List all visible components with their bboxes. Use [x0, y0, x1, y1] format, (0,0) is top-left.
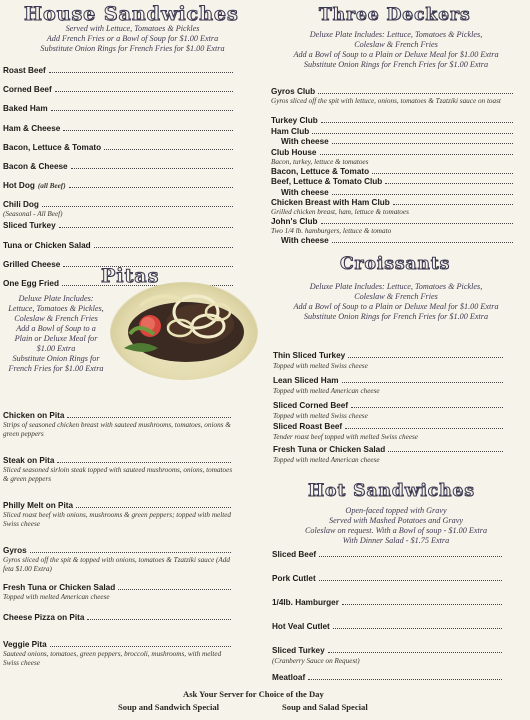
- menu-item-hot-veal-cutlet: Hot Veal Cutlet: [272, 622, 504, 646]
- menu-item-ham-club: Ham Club: [271, 127, 515, 138]
- menu-item-ham-cheese: Ham & Cheese: [3, 124, 235, 143]
- menu-item-one-egg-fried: One Egg Fried: [3, 279, 235, 298]
- menu-item-gyros-club-desc: Gyros sliced off the spit with lettuce, onions, tomatoes & Tzatziki sauce on toast: [271, 97, 501, 105]
- menu-item-fresh-tuna-chicken-salad-croissant-desc: Topped with melted American cheese: [273, 456, 380, 464]
- croissants-title: Croissants: [340, 254, 451, 274]
- menu-item-grilled-cheese: Grilled Cheese: [3, 260, 235, 279]
- three-deckers-title: Three Deckers: [319, 5, 471, 25]
- specials-heading: Ask Your Server for Choice of the Day: [183, 689, 324, 699]
- menu-item-philly-melt-on-pita-desc: Sliced roast beef with onions, mushrooms & green peppers; topped with melted Swiss cheese: [3, 511, 231, 528]
- menu-item-lean-sliced-ham: Lean Sliced Ham: [273, 376, 505, 387]
- menu-item-sliced-corned-beef: Sliced Corned Beef: [273, 401, 505, 412]
- menu-item-fresh-tuna-chicken-salad-pita: Fresh Tuna or Chicken Salad: [3, 583, 233, 593]
- menu-item-sliced-beef: Sliced Beef: [272, 550, 504, 574]
- croissants-blurb: Deluxe Plate Includes: Lettuce, Tomatoes & Pickles, Coleslaw & French Fries Add a Bowl of Soup to a Plain or Deluxe Meal for $1.00 Extra Substitute Onion Rings for French Fries for $1.00 Extra: [293, 282, 499, 321]
- menu-item-gyros-club: Gyros Club: [271, 87, 515, 97]
- menu-item-quarter-lb-hamburger: 1/4lb. Hamburger: [272, 598, 504, 622]
- menu-item-roast-beef: Roast Beef: [3, 66, 235, 85]
- hot-sandwiches-title: Hot Sandwiches: [308, 481, 475, 501]
- menu-item-club-house-desc: Bacon, turkey, lettuce & tomatoes: [271, 157, 369, 166]
- menu-item-hot-dog: Hot Dog (all Beef): [3, 181, 235, 200]
- menu-item-blt-club: Bacon, Lettuce & Tomato: [271, 167, 515, 178]
- menu-item-thin-sliced-turkey-desc: Topped with melted Swiss cheese: [273, 362, 368, 370]
- three-deckers-blurb: Deluxe Plate Includes: Lettuce, Tomatoes & Pickles, Coleslaw & French Fries Add a Bowl of Soup to a Plain or Deluxe Meal for $1.00 Extra Substitute Onion Rings for French Fries for $1.00 Extra: [293, 30, 499, 69]
- menu-item-johns-club: John's Club: [271, 217, 515, 227]
- menu-item-sliced-turkey: Sliced Turkey: [3, 221, 235, 240]
- menu-item-gyros-desc: Gyros sliced off the spit & topped with onions, tomatoes & Tzatziki sauce (Add feta $1.00 Extra): [3, 556, 230, 573]
- house-sandwiches-list: [3, 66, 235, 298]
- house-sandwiches-blurb: Served with Lettuce, Tomatoes & Pickles Add French Fries or a Bowl of Soup for $1.00 Extra Substitute Onion Rings for French Fries for $1.00 Extra: [40, 24, 225, 53]
- menu-item-veggie-pita: Veggie Pita: [3, 640, 233, 650]
- menu-item-cheese-pizza-on-pita: Cheese Pizza on Pita: [3, 613, 233, 640]
- menu-item-johns-club-desc: Two 1/4 lb. hamburgers, lettuce & tomato: [271, 227, 392, 235]
- croissants-list: [273, 351, 505, 466]
- menu-item-baked-ham: Baked Ham: [3, 104, 235, 123]
- pitas-title: Pitas: [101, 265, 160, 287]
- menu-item-fresh-tuna-chicken-salad-pita-desc: Topped with melted American cheese: [3, 593, 110, 601]
- menu-item-beef-club-with-cheese: With cheese: [271, 188, 515, 199]
- menu-item-tuna-chicken-salad: Tuna or Chicken Salad: [3, 241, 235, 260]
- pita-plate-illustration: [110, 282, 258, 380]
- menu-item-steak-on-pita: Steak on Pita: [3, 456, 233, 466]
- menu-item-chicken-breast-ham-club: Chicken Breast with Ham Club: [271, 198, 515, 208]
- menu-item-sliced-roast-beef-desc: Tender roast beef topped with melted Swiss cheese: [273, 433, 418, 441]
- menu-item-bacon-cheese: Bacon & Cheese: [3, 162, 235, 181]
- menu-item-meatloaf: Meatloaf: [272, 673, 504, 685]
- three-deckers-list: [271, 87, 515, 247]
- soup-salad-special: Soup and Salad Special: [282, 702, 368, 712]
- menu-item-chili-dog: Chili Dog: [3, 200, 235, 210]
- hot-sandwiches-list: [272, 550, 504, 685]
- menu-item-chili-dog-desc: (Seasonal - All Beef): [3, 210, 63, 219]
- pitas-blurb: Deluxe Plate Includes: Lettuce, Tomatoes & Pickles, Coleslaw & French Fries Add a Bowl of Soup to a Plain or Deluxe Meal for $1.00 Extra Substitute Onion Rings for French Fries for $1.00 Extra: [8, 294, 104, 373]
- menu-item-chicken-on-pita-desc: Strips of seasoned chicken breast with sauteed mushrooms, tomatoes, onions & green peppers: [3, 421, 231, 438]
- menu-item-ham-club-with-cheese: With cheese: [271, 137, 515, 148]
- menu-item-beef-lettuce-tomato-club: Beef, Lettuce & Tomato Club: [271, 177, 515, 188]
- menu-item-sliced-corned-beef-desc: Topped with melted Swiss cheese: [273, 412, 368, 420]
- menu-item-hot-sliced-turkey-desc: (Cranberry Sauce on Request): [272, 657, 360, 665]
- menu-item-thin-sliced-turkey: Thin Sliced Turkey: [273, 351, 505, 362]
- menu-item-club-house: Club House: [271, 148, 515, 158]
- pita-food-photo: [110, 282, 258, 380]
- menu-item-turkey-club: Turkey Club: [271, 116, 515, 127]
- menu-item-fresh-tuna-chicken-salad-croissant: Fresh Tuna or Chicken Salad: [273, 445, 505, 456]
- menu-item-chicken-on-pita: Chicken on Pita: [3, 411, 233, 421]
- menu-item-johns-club-with-cheese: With cheese: [271, 236, 515, 247]
- menu-item-philly-melt-on-pita: Philly Melt on Pita: [3, 501, 233, 511]
- menu-item-pork-cutlet: Pork Cutlet: [272, 574, 504, 598]
- menu-item-blt: Bacon, Lettuce & Tomato: [3, 143, 235, 162]
- menu-item-hot-sliced-turkey: Sliced Turkey: [272, 646, 504, 657]
- menu-item-sliced-roast-beef: Sliced Roast Beef: [273, 422, 505, 433]
- menu-item-steak-on-pita-desc: Sliced seasoned sirloin steak topped with sauteed mushrooms, onions, tomatoes & green peppers: [3, 466, 233, 483]
- menu-item-lean-sliced-ham-desc: Topped with melted American cheese: [273, 387, 380, 395]
- menu-item-gyros: Gyros: [3, 546, 233, 556]
- menu-item-veggie-pita-desc: Sauteed onions, tomatoes, green peppers, broccoli, mushrooms, with melted Swiss cheese: [3, 650, 222, 667]
- menu-item-corned-beef: Corned Beef: [3, 85, 235, 104]
- menu-item-chicken-breast-ham-club-desc: Grilled chicken breast, ham, lettuce & tomatoes: [271, 208, 409, 216]
- hot-sandwiches-blurb: Open-faced topped with Gravy Served with Mashed Potatoes and Gravy Coleslaw on request. With a Bowl of soup - $1.00 Extra With Dinner Salad - $1.75 Extra: [304, 506, 488, 545]
- soup-sandwich-special: Soup and Sandwich Special: [118, 702, 220, 712]
- pitas-list: [3, 411, 233, 670]
- house-sandwiches-title: House Sandwiches: [24, 3, 239, 25]
